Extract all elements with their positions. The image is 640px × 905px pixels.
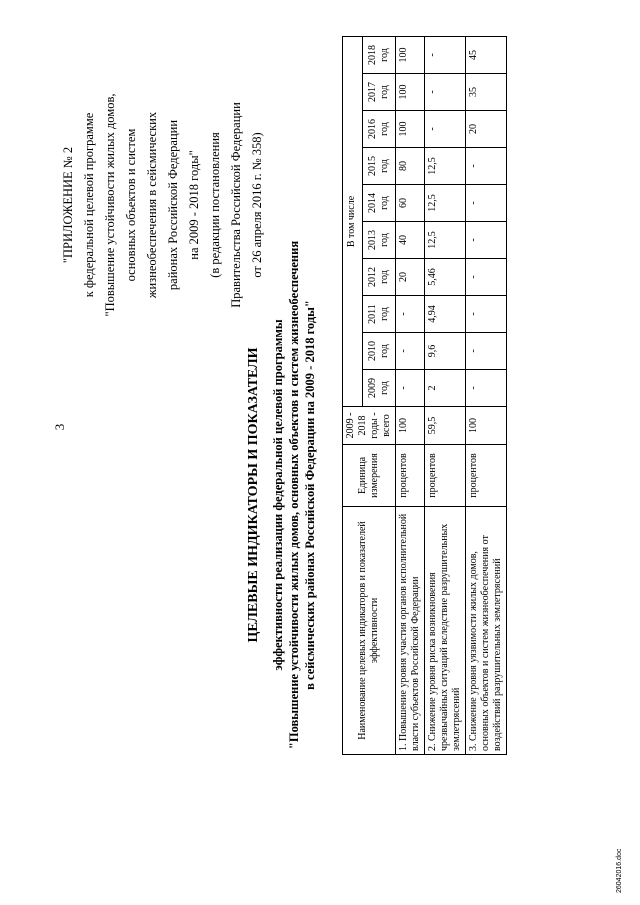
header-year: 2011 год [362,296,395,333]
title-program: "Повышение устойчивости жилых домов, основных объектов и систем жизнеобеспечения [287,240,301,750]
indicator-value: - [466,370,507,407]
indicator-value: 80 [396,148,425,185]
indicator-name: 2. Снижение уровня риска возникновения чрезвычайных ситуаций вследствие разрушительных землетрясений [425,507,466,755]
indicator-value: 100 [396,111,425,148]
indicator-value: 40 [396,222,425,259]
indicator-value: - [425,36,466,73]
indicator-value: 5,46 [425,259,466,296]
document-title [244,185,318,805]
indicator-value: - [466,148,507,185]
header-year: 2017 год [362,74,395,111]
indicator-total: 100 [466,407,507,445]
appendix-line: "ПРИЛОЖЕНИЕ № 2 [61,146,75,264]
header-name: Наименование целевых индикаторов и показателей эффективности [343,507,396,755]
title-main: ЦЕЛЕВЫЕ ИНДИКАТОРЫ И ПОКАЗАТЕЛИ [246,347,261,643]
table-row [425,36,466,754]
indicator-value: 4,94 [425,296,466,333]
indicator-name: 3. Снижение уровня уязвимости жилых домов, основных объектов и систем жизнеобеспечения от воздействий разрушительных землетрясений [466,507,507,755]
indicator-unit: процентов [396,445,425,507]
header-row [343,36,363,754]
indicator-value: - [396,296,425,333]
footer-filename: 26042016.doc [616,848,623,893]
header-year: 2018 год [362,36,395,73]
indicator-value: - [425,74,466,111]
indicator-value: 12,5 [425,222,466,259]
indicator-total: 59,5 [425,407,466,445]
title-region: в сейсмических районах Российской Федерации на 2009 - 2018 годы" [303,300,317,690]
indicator-value: - [466,185,507,222]
header-year: 2009 год [362,370,395,407]
appendix-line: Правительства Российской Федерации [229,102,243,308]
indicator-value: - [425,111,466,148]
header-including: В том числе [343,36,363,406]
indicator-value: - [466,222,507,259]
indicator-value: 100 [396,36,425,73]
indicator-value: 35 [466,74,507,111]
appendix-line: на 2009 - 2018 годы" [187,150,201,260]
indicator-unit: процентов [466,445,507,507]
header-unit: Единица измерения [343,445,396,507]
indicator-value: 9,6 [425,333,466,370]
header-year: 2016 год [362,111,395,148]
appendix-header [58,25,268,385]
indicator-value: 2 [425,370,466,407]
indicator-value: 20 [466,111,507,148]
header-year: 2014 год [362,185,395,222]
indicator-value: 60 [396,185,425,222]
indicator-value: - [396,333,425,370]
indicators-table [342,36,507,755]
indicator-value: 45 [466,36,507,73]
header-total: 2009 - 2018 годы - всего [343,407,396,445]
indicator-value: - [466,259,507,296]
header-year: 2010 год [362,333,395,370]
indicator-value: - [466,296,507,333]
header-year: 2015 год [362,148,395,185]
header-year: 2012 год [362,259,395,296]
indicator-unit: процентов [425,445,466,507]
indicator-value: 12,5 [425,148,466,185]
table-row [466,36,507,754]
indicator-name: 1. Повышение уровня участия органов исполнительной власти субъектов Российской Федерации [396,507,425,755]
indicator-total: 100 [396,407,425,445]
appendix-line: к федеральной целевой программе [82,112,96,298]
appendix-line: от 26 апреля 2016 г. № 358) [250,132,264,278]
appendix-line: основных объектов и систем [124,128,138,282]
page-number: 3 [52,423,67,431]
header-year: 2013 год [362,222,395,259]
title-subtitle: эффективности реализации федеральной целевой программы [271,319,285,671]
indicator-value: 20 [396,259,425,296]
indicator-value: 12,5 [425,185,466,222]
appendix-line: (в редакции постановления [208,132,222,278]
appendix-line: жизнеобеспечения в сейсмических [145,111,159,299]
indicator-value: - [396,370,425,407]
appendix-line: районах Российской Федерации [166,119,180,291]
appendix-line: "Повышение устойчивости жилых домов, [103,93,117,317]
indicator-value: - [466,333,507,370]
table-row [396,36,425,754]
indicator-value: 100 [396,74,425,111]
